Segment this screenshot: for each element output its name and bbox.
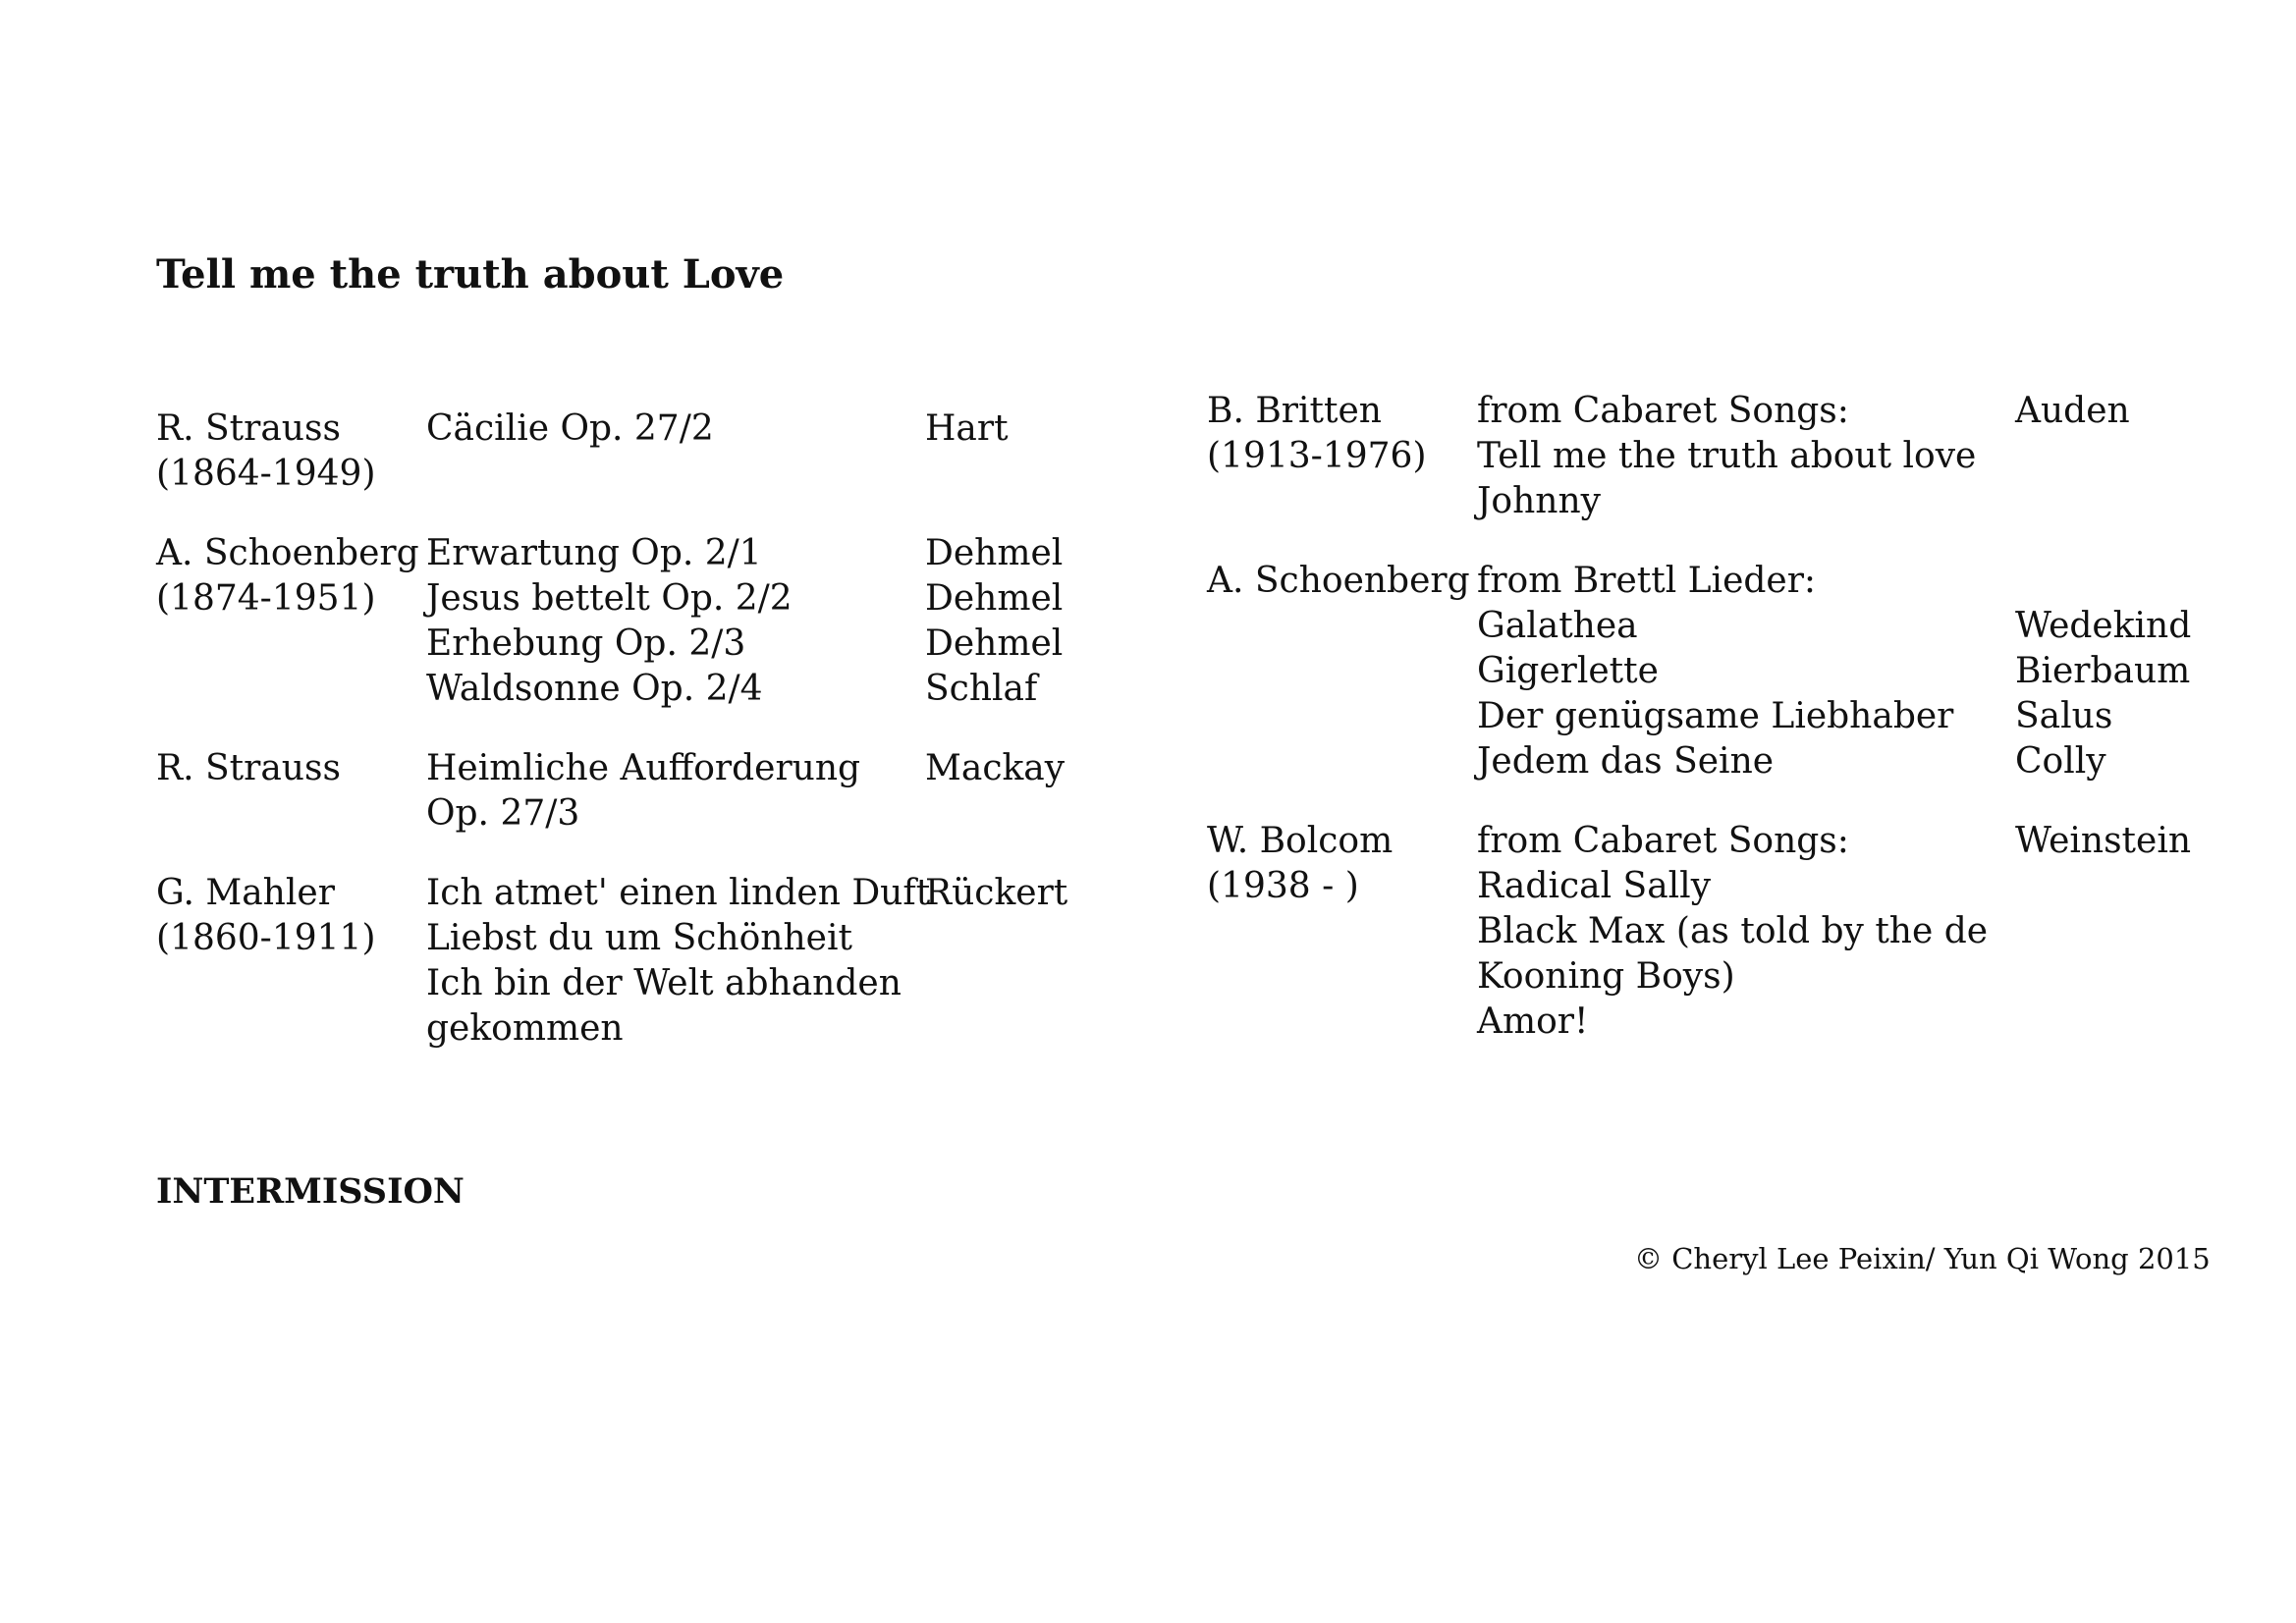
work-title: Gigerlette: [1477, 651, 1659, 691]
work-title: Amor!: [1477, 1001, 1589, 1042]
composer-name: B. Britten: [1207, 391, 1382, 431]
poet-name: Dehmel: [925, 533, 1064, 573]
poet-name: Mackay: [925, 748, 1066, 788]
program-entry: [156, 746, 1187, 837]
poet-name: Rückert: [925, 873, 1068, 913]
works-cell: [1477, 389, 2015, 524]
poet-name: Colly: [2015, 741, 2106, 782]
program-title: Tell me the truth about Love: [156, 251, 785, 298]
poet-name: Bierbaum: [2015, 651, 2191, 691]
poet-name: Wedekind: [2015, 606, 2192, 646]
work-title: Cäcilie Op. 27/2: [426, 408, 714, 449]
composer-dates: (1864-1949): [156, 454, 376, 494]
works-cell: [426, 531, 925, 712]
intermission-label: INTERMISSION: [156, 1171, 465, 1212]
work-title: gekommen: [426, 1008, 624, 1049]
poet-name: Schlaf: [925, 669, 1038, 709]
work-title: Radical Sally: [1477, 866, 1712, 906]
work-title: Liebst du um Schönheit: [426, 918, 852, 958]
program-entry: [156, 871, 1187, 1052]
work-title: Op. 27/3: [426, 793, 580, 834]
work-title: Kooning Boys): [1477, 956, 1735, 997]
poet-name: Hart: [925, 408, 1009, 449]
composer-dates: (1860-1911): [156, 918, 376, 958]
poet-cell: [2015, 819, 2212, 864]
composer-cell: [1207, 819, 1477, 909]
poet-cell: [2015, 389, 2212, 434]
works-cell: [426, 871, 931, 1052]
composer-name: R. Strauss: [156, 408, 341, 449]
composer-cell: [156, 871, 426, 961]
poet-cell: [925, 871, 1121, 916]
composer-dates: (1874-1951): [156, 578, 376, 619]
composer-cell: [156, 406, 426, 497]
work-title: Jesus bettelt Op. 2/2: [426, 578, 793, 619]
composer-cell: [156, 746, 426, 791]
poet-name: Dehmel: [925, 578, 1064, 619]
poet-name: Salus: [2015, 696, 2113, 736]
work-title: Tell me the truth about love: [1477, 436, 1977, 476]
program-column-left: [156, 406, 1187, 1086]
program-entry: [156, 531, 1187, 712]
copyright-notice: © Cheryl Lee Peixin/ Yun Qi Wong 2015: [1634, 1242, 2211, 1275]
composer-name: W. Bolcom: [1207, 821, 1394, 861]
composer-cell: [1207, 559, 1477, 604]
poet-name: Auden: [2015, 391, 2130, 431]
composer-name: A. Schoenberg: [1207, 561, 1470, 601]
poet-cell: [925, 406, 1121, 452]
composer-name: R. Strauss: [156, 748, 341, 788]
poet-name: Weinstein: [2015, 821, 2192, 861]
works-cell: [1477, 559, 2015, 784]
work-title: Jedem das Seine: [1477, 741, 1775, 782]
work-title: Erwartung Op. 2/1: [426, 533, 762, 573]
poet-name: [2015, 559, 2212, 604]
poet-cell: [925, 746, 1121, 791]
work-title: from Cabaret Songs:: [1477, 391, 1849, 431]
program-entry: [1207, 559, 2287, 784]
program-entry: [1207, 819, 2287, 1045]
work-title: from Brettl Lieder:: [1477, 561, 1817, 601]
work-title: Der genügsame Liebhaber: [1477, 696, 1954, 736]
work-title: Ich bin der Welt abhanden: [426, 963, 902, 1003]
program-column-right: [1207, 389, 2287, 1079]
work-title: Black Max (as told by the de: [1477, 911, 1989, 951]
works-cell: [1477, 819, 2015, 1045]
program-entry: [1207, 389, 2287, 524]
poet-cell: [2015, 559, 2212, 784]
program-entry: [156, 406, 1187, 497]
composer-dates: (1938 - ): [1207, 866, 1359, 906]
composer-cell: [1207, 389, 1477, 479]
work-title: Galathea: [1477, 606, 1638, 646]
composer-name: G. Mahler: [156, 873, 335, 913]
work-title: Heimliche Aufforderung: [426, 748, 861, 788]
composer-dates: (1913-1976): [1207, 436, 1427, 476]
work-title: from Cabaret Songs:: [1477, 821, 1849, 861]
work-title: Johnny: [1477, 481, 1601, 521]
composer-cell: [156, 531, 426, 622]
poet-name: Dehmel: [925, 623, 1064, 664]
composer-name: A. Schoenberg: [156, 533, 419, 573]
works-cell: [426, 406, 925, 452]
work-title: Erhebung Op. 2/3: [426, 623, 746, 664]
work-title: Waldsonne Op. 2/4: [426, 669, 763, 709]
poet-cell: [925, 531, 1121, 712]
works-cell: [426, 746, 925, 837]
work-title: Ich atmet' einen linden Duft: [426, 873, 931, 913]
